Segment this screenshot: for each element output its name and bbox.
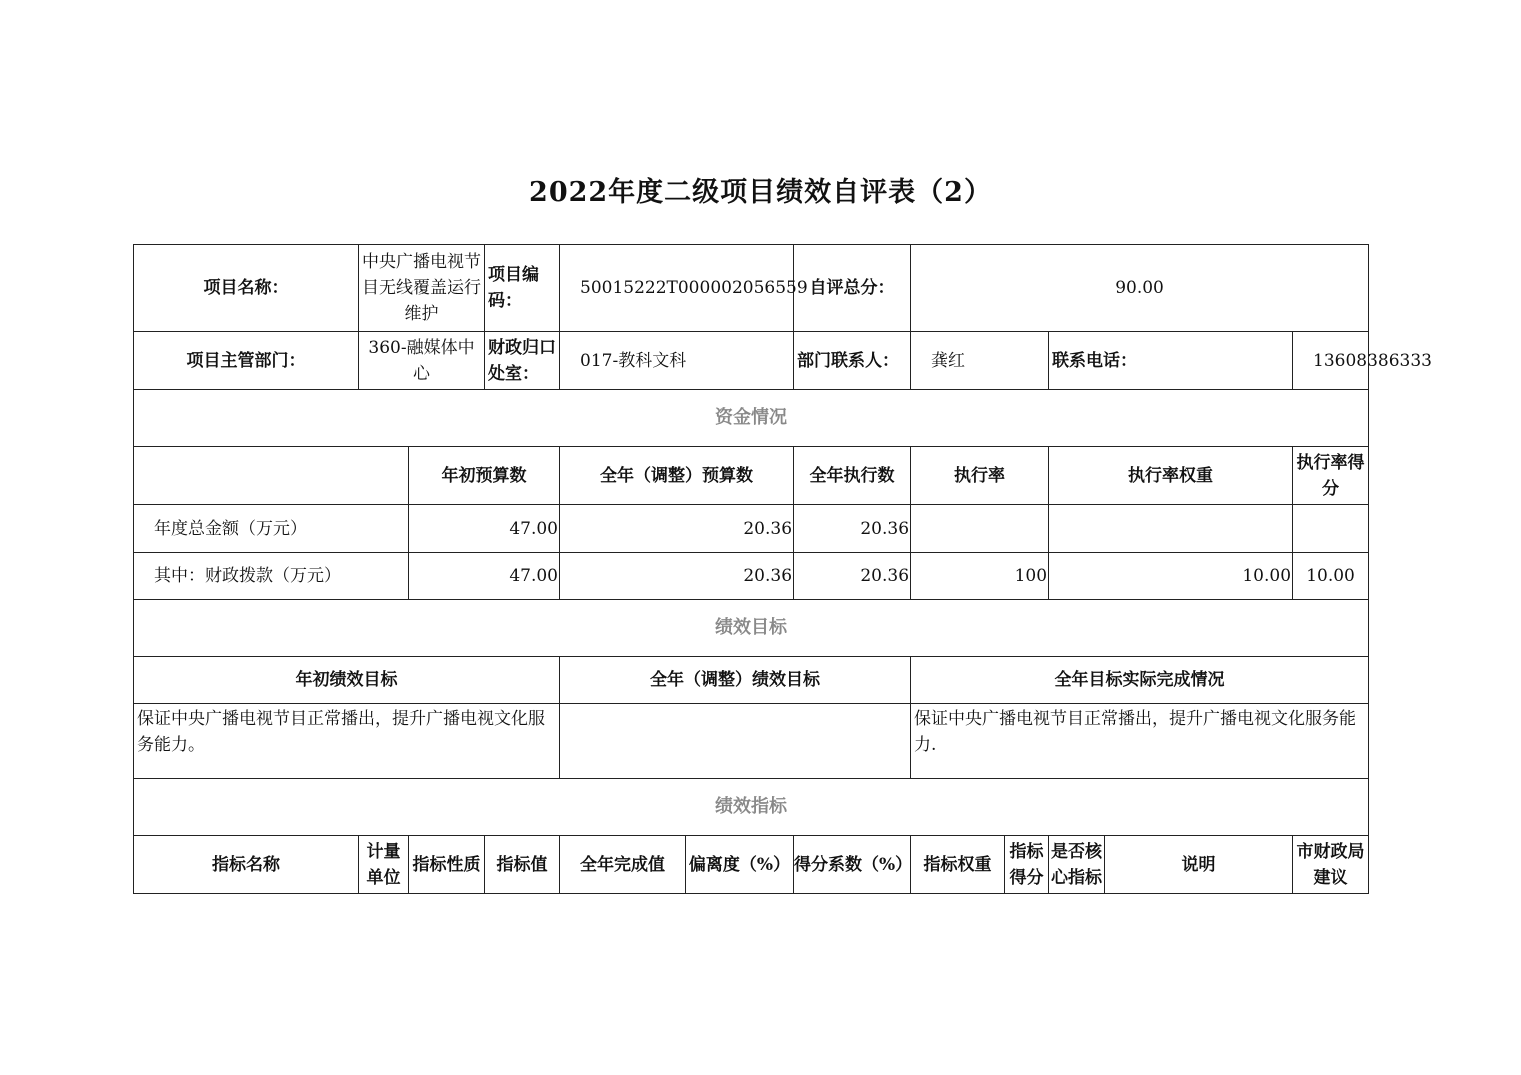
dept-value: 360-融媒体中心: [359, 332, 485, 390]
funds-header-rate: 执行率: [911, 447, 1049, 505]
indicator-header-score: 指标得分: [1005, 836, 1049, 894]
funds-section-row: [134, 390, 1369, 447]
funds-row-initial: 47.00: [409, 553, 560, 600]
funds-header-empty: [134, 447, 409, 505]
funds-header-weight: 执行率权重: [1049, 447, 1293, 505]
goals-content-row: [134, 704, 1369, 779]
funds-header-initial: 年初预算数: [409, 447, 560, 505]
indicator-header-core: 是否核心指标: [1049, 836, 1105, 894]
indicator-header-deviation: 偏离度（%）: [686, 836, 794, 894]
funds-row-rate: [911, 505, 1049, 553]
page-title: 2022年度二级项目绩效自评表（2）: [529, 177, 992, 208]
project-name-value: 中央广播电视节目无线覆盖运行维护: [359, 245, 485, 332]
goals-section-row: [134, 600, 1369, 657]
initial-goal-text: 保证中央广播电视节目正常播出，提升广播电视文化服务能力。: [134, 704, 560, 779]
indicator-header-note: 说明: [1105, 836, 1293, 894]
project-code-value: 50015222T000002056559: [560, 245, 794, 332]
finance-office-value: 017-教科文科: [560, 332, 794, 390]
goals-header-initial: 年初绩效目标: [134, 657, 560, 704]
total-score-value: 90.00: [911, 245, 1369, 332]
indicators-section-title: 绩效指标: [134, 779, 1369, 836]
goals-header-adjusted: 全年（调整）绩效目标: [560, 657, 911, 704]
indicator-header-name: 指标名称: [134, 836, 359, 894]
indicator-header-coefficient: 得分系数（%）: [794, 836, 911, 894]
indicators-section-row: [134, 779, 1369, 836]
funds-row-adjusted: 20.36: [560, 505, 794, 553]
info-row-1: [134, 245, 1369, 332]
funds-row-adjusted: 20.36: [560, 553, 794, 600]
funds-row: [134, 505, 1369, 553]
indicator-header-nature: 指标性质: [409, 836, 485, 894]
indicator-header-suggestion: 市财政局建议: [1293, 836, 1369, 894]
evaluation-table: [133, 244, 1432, 894]
finance-office-label: 财政归口处室：: [485, 332, 560, 390]
indicators-header-row: [134, 836, 1369, 894]
funds-row-initial: 47.00: [409, 505, 560, 553]
phone-value: 13608386333: [1293, 332, 1369, 390]
funds-row: [134, 553, 1369, 600]
funds-row-rate: 100: [911, 553, 1049, 600]
indicator-header-weight: 指标权重: [911, 836, 1005, 894]
funds-row-label: 年度总金额（万元）: [134, 505, 409, 553]
phone-label: 联系电话：: [1049, 332, 1293, 390]
adjusted-goal-text: [560, 704, 911, 779]
goals-header-row: [134, 657, 1369, 704]
funds-section-title: 资金情况: [134, 390, 1369, 447]
indicator-header-unit: 计量单位: [359, 836, 409, 894]
indicator-header-completion: 全年完成值: [560, 836, 686, 894]
funds-row-score: 10.00: [1293, 553, 1369, 600]
funds-header-row: [134, 447, 1369, 505]
dept-label: 项目主管部门：: [134, 332, 359, 390]
funds-header-adjusted: 全年（调整）预算数: [560, 447, 794, 505]
funds-row-label: 其中：财政拨款（万元）: [134, 553, 409, 600]
funds-row-executed: 20.36: [794, 553, 911, 600]
funds-header-executed: 全年执行数: [794, 447, 911, 505]
project-name-label: 项目名称：: [134, 245, 359, 332]
goals-header-actual: 全年目标实际完成情况: [911, 657, 1369, 704]
indicator-header-value: 指标值: [485, 836, 560, 894]
funds-row-weight: 10.00: [1049, 553, 1293, 600]
contact-label: 部门联系人：: [794, 332, 911, 390]
funds-header-score: 执行率得分: [1293, 447, 1369, 505]
contact-value: 龚红: [911, 332, 1049, 390]
goals-section-title: 绩效目标: [134, 600, 1369, 657]
info-row-2: [134, 332, 1369, 390]
funds-row-score: [1293, 505, 1369, 553]
funds-row-weight: [1049, 505, 1293, 553]
actual-completion-text: 保证中央广播电视节目正常播出，提升广播电视文化服务能力.: [911, 704, 1369, 779]
project-code-label: 项目编码：: [485, 245, 560, 332]
total-score-label: 自评总分：: [794, 245, 911, 332]
funds-row-executed: 20.36: [794, 505, 911, 553]
